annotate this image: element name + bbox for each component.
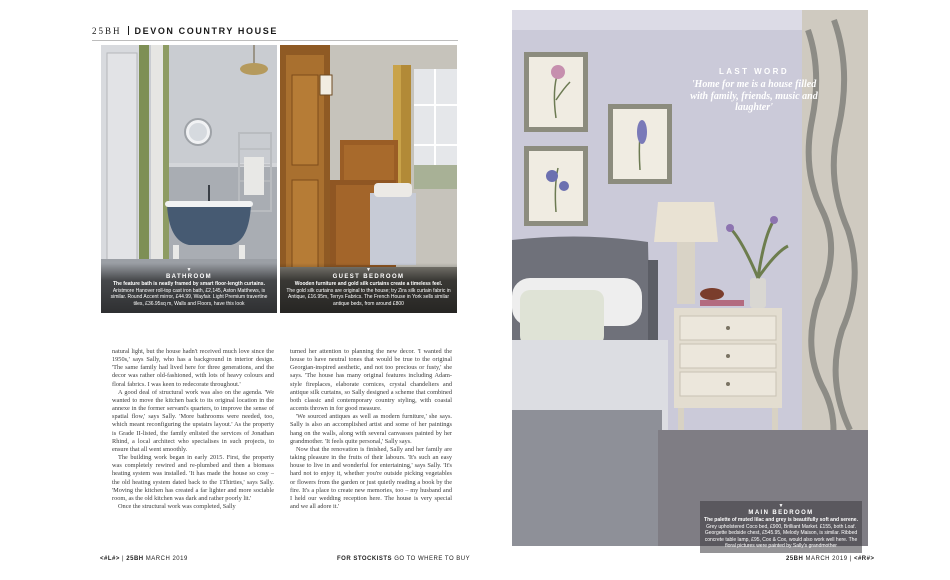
pull-quote-kicker: LAST WORD [718, 67, 790, 76]
footer-magazine: 25BH [126, 556, 144, 562]
bathroom-photo [101, 45, 277, 313]
main-bedroom-caption-title: MAIN BEDROOM [748, 510, 814, 516]
article-column-2 [290, 348, 452, 534]
footer-divider: | [849, 556, 852, 562]
footer-divider: | [122, 556, 125, 562]
article-paragraph: turned her attention to planning the new decor. 'I wanted the house to have neutral tones that would be true to the original Georgian-inspired aesthetic, and not too precious or fusty,' she says. 'The house has many original features including Adam-style fireplaces, elaborate cornices, crystal chandeliers and antique silk curtains, so Sally designed a scheme that combined both classic and contemporary country styling, with coastal accents thrown in for good measure. [290, 348, 452, 413]
guest-bedroom-photo [280, 45, 457, 313]
article-paragraph: Now that the renovation is finished, Sally and her family are taking pleasure in the fruits of their labours. 'It's such an easy house to live in and wonderful for entertaining,' says Sally. 'It's hard not to enjoy it, whether you're outside picking vegetables or flowers from the garden or just quietly reading a book by the fire. It's a place to create new memories, too – my husband and I held our wedding reception here. The house is very special and we all adore it.' [290, 445, 452, 510]
article-paragraph: 'We sourced antiques as well as modern furniture,' she says. Sally is also an accomplished artist and some of her paintings hang on the walls, along with several canvasses painted by her grandmother. 'It feels quite personal,' Sally says. [290, 413, 452, 445]
header-rule [92, 40, 458, 41]
footer-stockists [337, 556, 470, 562]
pull-quote [684, 67, 824, 114]
pull-quote-text: 'Home for me is a house filled with family, friends, music and laughter' [690, 79, 818, 113]
section-title: DEVON COUNTRY HOUSE [134, 26, 278, 36]
main-bedroom-caption-lead: The palette of muted lilac and grey is beautifully soft and serene. [704, 517, 858, 523]
guest-bedroom-caption-body: The gold silk curtains are original to the house; try Zira silk curtain fabric in Antique, £16.95m, Terrys Fabrics. The French House in York sells similar antique beds, from around £800 [286, 287, 451, 307]
footer-magazine: 25BH [786, 556, 804, 562]
stockists-label: FOR STOCKISTS [337, 556, 393, 562]
main-bedroom-caption [700, 501, 862, 553]
main-bedroom-caption-body: Grey upholstered Coco bed, £900, Brilliant Market. £155, both Loaf. Georgette bedside chest, £545.95, Melody Maison, is similar. Ribbed concrete table lamp, £95, Cox & Cox, would also work well here. The floral pictures were painted by Sally's grandmother [704, 523, 858, 549]
article-paragraph: natural light, but the house hadn't received much love since the 1950s,' says Sally, who has a background in interior design. 'The same family had lived here for three generations, and the decor was rather old-fashioned, with lots of heavy colours and floral fabrics. I was keen to redecorate throughout.' [112, 348, 274, 388]
bathroom-caption-title: BATHROOM [165, 274, 213, 280]
guest-bedroom-caption [280, 263, 457, 313]
guest-bedroom-caption-title: GUEST BEDROOM [332, 274, 405, 280]
bathroom-caption-lead: The feature bath is neatly framed by smart floor-length curtains. [113, 281, 265, 287]
guest-bedroom-caption-lead: Wooden furniture and gold silk curtains create a timeless feel. [294, 281, 443, 287]
chevron-down-icon: ▼ [366, 267, 371, 273]
header-divider [128, 26, 129, 35]
footer-left [100, 556, 188, 562]
footer-issue: MARCH 2019 [145, 556, 188, 562]
left-page-number: <#L#> [100, 556, 120, 562]
right-page-number: <#R#> [853, 556, 875, 562]
article-body [112, 348, 452, 534]
article-paragraph: Once the structural work was completed, Sally [118, 502, 236, 510]
running-head [92, 26, 278, 36]
footer-right [786, 556, 874, 562]
chevron-down-icon: ▼ [778, 503, 784, 509]
magazine-name: 25BH [92, 26, 122, 36]
bathroom-caption-body: Aristmore Hanover roll-top cast iron bath, £2,145, Aston Matthews, is similar. Round Accent mirror, £44.99, Wayfair. Light Premium travertine tiles, £36.95sq m, Walls and Floors, have this look [110, 287, 268, 307]
stockists-text: GO TO WHERE TO BUY [394, 556, 471, 562]
bathroom-caption [101, 263, 277, 313]
article-column-1 [112, 348, 274, 534]
chevron-down-icon: ▼ [186, 267, 192, 273]
footer-issue: MARCH 2019 [805, 556, 848, 562]
article-paragraph: The building work began in early 2015. First, the property was completely rewired and re-plumbed and then a biomass heating system was installed. 'It has made the house so cosy – the old heating system dated back to the 1Thirties,' says Sally. 'Moving the kitchen has created a far lighter and more sociable room, as the old kitchen was dark and rather poorly lit.' [112, 454, 274, 502]
article-paragraph: A good deal of structural work was also on the agenda. 'We wanted to move the kitchen back to its original location in the annexe in the former servant's quarters, to improve the sense of spatial flow,' says Sally. 'More bathrooms were needed, too, which meant reconfiguring the upstairs layout.' As the property is Grade II-listed, the family enlisted the services of Jonathan Rhind, a local architect who specialises in such projects, to ensure that all went smoothly. [112, 388, 274, 453]
